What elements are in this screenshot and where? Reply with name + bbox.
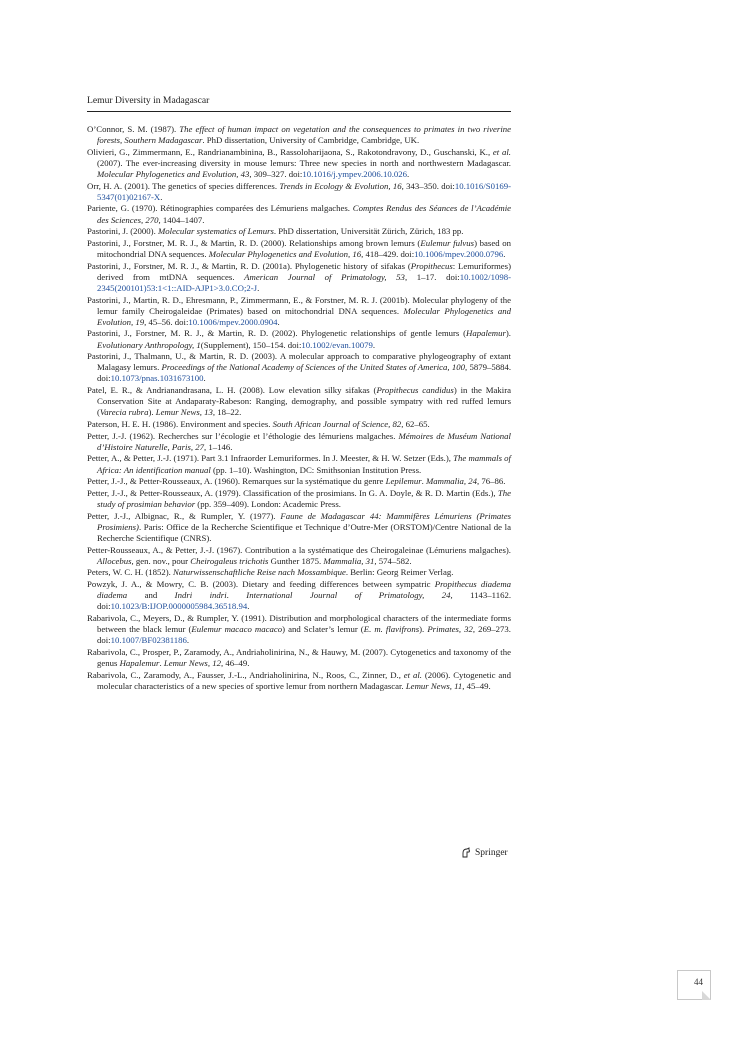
springer-horse-icon <box>460 847 472 859</box>
doi-link[interactable]: 10.1002/evan.10079 <box>301 339 373 350</box>
reference-entry <box>87 203 511 225</box>
reference-entry <box>87 328 511 350</box>
reference-text: , 1–17. doi: <box>404 271 460 282</box>
reference-entry <box>87 261 511 294</box>
reference-text: Pastorini, J., Forstner, M. R. J., & Martin, R. D. (2002). Phylogenetic relationships of gentle lemurs ( <box>87 328 467 339</box>
reference-text: Rabarivola, C., Meyers, D., & Rumpler, Y. (1991). Distribution and morphological characters of the intermediate forms between the black lemur ( <box>87 612 511 634</box>
reference-text: , 418–429. doi: <box>361 249 415 259</box>
reference-title: Hapalemur <box>119 657 160 668</box>
reference-text: Pastorini, J., Martin, R. D., Ehresmann, P., Zimmermann, E., & Forstner, M. R. J. (2001b). Molecular phylogeny of the lemur family Cheirogaleidae (Primates) based on mitochondrial DNA sequences. <box>87 294 511 316</box>
reference-entry <box>87 181 511 203</box>
reference-text: , 45–56. doi: <box>144 316 189 327</box>
reference-text: . Berlin: Georg Reimer Verlag. <box>345 567 454 578</box>
reference-title: Molecular Phylogenetics and Evolution, 19 <box>97 305 511 327</box>
reference-title: The effect of human impact on vegetation and the consequences to primates in two riverine forests, Southern Madagascar <box>97 124 512 146</box>
reference-text: : Lemuriformes) derived from mtDNA sequences. <box>97 260 511 282</box>
reference-text: , 343–350. doi: <box>401 180 455 191</box>
reference-title: International Journal of Primatology, 24 <box>246 590 451 601</box>
running-header: Lemur Diversity in Madagascar <box>87 95 210 106</box>
reference-title: Propithecus candidus <box>376 385 454 396</box>
reference-title: Trends in Ecology & Evolution, 16 <box>279 180 402 191</box>
publisher-name: Springer <box>475 848 508 858</box>
reference-title: Varecia rubra <box>99 407 149 418</box>
reference-text: , 5879–5884. doi: <box>97 362 512 384</box>
reference-text: . <box>407 168 410 179</box>
reference-text: . <box>203 373 206 384</box>
reference-title: Lemur News, 11 <box>405 680 463 691</box>
reference-text: , 309–327. doi: <box>249 168 303 179</box>
reference-text: Rabarivola, C., Prosper, P., Zaramody, A., Andriaholinirina, N., & Hauwy, M. (2007). Cytogenetics and taxonomy of the genus <box>87 646 511 668</box>
reference-title: The mammals of Africa: An identification manual <box>97 453 511 475</box>
reference-title: The study of prosimian behavior <box>97 487 511 509</box>
reference-list <box>87 124 511 692</box>
reference-text: Petter, J.-J. (1962). Recherches sur l’écologie et l’éthologie des lémuriens malgaches. <box>87 430 399 441</box>
reference-text: . <box>277 316 280 327</box>
reference-entry <box>87 419 511 430</box>
reference-entry <box>87 124 511 146</box>
reference-text: , 269–273. doi: <box>97 624 511 646</box>
reference-title: American Journal of Primatology, 53 <box>244 271 405 282</box>
reference-text: and <box>127 590 175 601</box>
reference-title: Mammalia, 31 <box>323 555 375 566</box>
reference-entry <box>87 226 511 237</box>
reference-text: ). <box>419 624 428 634</box>
reference-title: Propithecus diadema diadema <box>97 579 512 601</box>
reference-entry <box>87 670 511 692</box>
reference-text: Rabarivola, C., Zaramody, A., Fausser, J.-L., Andriaholinirina, N., Roos, C., Zinner, D., <box>87 669 404 680</box>
reference-text: Petter, J.-J., Albignac, R., & Rumpler, Y. (1977). <box>87 510 281 521</box>
publisher-logo <box>460 847 508 859</box>
reference-text: , 1404–1407. <box>158 214 205 225</box>
reference-title: Evolutionary Anthropology, 1 <box>97 339 201 350</box>
reference-entry <box>87 613 511 646</box>
reference-text: ) in the Makira Conservation Site at Andaparaty-Rabeson: Ranging, demography, and possible sympatry with red ruffed lemurs ( <box>97 385 511 418</box>
reference-title: Lemur News, 12 <box>163 657 221 668</box>
doi-link[interactable]: 10.1023/B:IJOP.0000005984.36518.94 <box>110 601 248 612</box>
reference-text: . <box>421 476 426 487</box>
reference-title: Mammalia, 24 <box>425 476 478 487</box>
reference-text: . <box>160 191 163 202</box>
reference-title: Lemur News, 13 <box>155 407 213 418</box>
reference-text: Petter-Rousseaux, A., & Petter, J.-J. (1967). Contribution a la systématique des Cheirogaleinae (Lémuriens malgaches). <box>87 544 511 555</box>
header-rule <box>87 111 511 112</box>
et-al: et al. <box>492 146 511 157</box>
reference-entry <box>87 238 511 260</box>
reference-entry <box>87 147 511 180</box>
reference-text: , gen. nov., pour <box>131 555 191 566</box>
page-number: 44 <box>694 977 703 987</box>
reference-title: South African Journal of Science, 82 <box>272 418 402 429</box>
doi-link[interactable]: 10.1006/mpev.2000.0904 <box>188 316 278 327</box>
reference-text: Gunther 1875. <box>268 555 324 566</box>
reference-entry <box>87 476 511 487</box>
reference-text: Petter, J.-J., & Petter-Rousseaux, A. (1960). Remarques sur la systématique du genre <box>87 476 386 487</box>
reference-text: , 45–49. <box>462 680 491 691</box>
reference-title: Eulemur macaco macaco <box>191 624 283 634</box>
reference-text: . <box>226 590 247 601</box>
reference-title: Allocebus <box>97 555 132 566</box>
reference-text: Pariente, G. (1970). Rétinographies comparées des Lémuriens malgaches. <box>87 203 353 214</box>
reference-text: (pp. 359–409). London: Academic Press. <box>195 499 341 509</box>
reference-title: Molecular Phylogenetics and Evolution, 16 <box>208 249 362 259</box>
reference-text: . <box>257 282 260 293</box>
reference-text: , 1143–1162. doi: <box>97 590 512 612</box>
reference-text: , 76–86. <box>477 476 506 487</box>
reference-text: , 46–49. <box>220 657 250 668</box>
reference-text: Patel, E. R., & Andrianandrasana, L. H. (2008). Low elevation silky sifakas ( <box>87 385 377 396</box>
reference-text: . <box>247 601 250 612</box>
reference-title: Faune de Madagascar 44: Mammifères Lémuriens (Primates Prosimiens) <box>97 510 511 532</box>
doi-link[interactable]: 10.1006/mpev.2000.0796 <box>414 249 504 259</box>
reference-text: ) and Sclater’s lemur ( <box>282 624 364 634</box>
reference-entry <box>87 351 511 384</box>
reference-text: Pastorini, J., Thalmann, U., & Martin, R. D. (2003). A molecular approach to comparative phylogeography of extant Malagasy lemurs. <box>87 351 511 373</box>
reference-text: ). <box>505 328 511 339</box>
reference-entry <box>87 385 511 418</box>
et-al: et al. <box>403 669 422 680</box>
reference-entry <box>87 488 511 510</box>
reference-entry <box>87 579 511 612</box>
reference-text: , 574–582. <box>374 555 412 566</box>
reference-text: . <box>503 249 506 259</box>
page-number-box <box>677 970 711 1000</box>
reference-text: , 1–146. <box>204 441 233 452</box>
reference-entry <box>87 453 511 475</box>
reference-text: (pp. 1–10). Washington, DC: Smithsonian Institution Press. <box>210 464 422 475</box>
reference-text: Orr, H. A. (2001). The genetics of species differences. <box>87 180 280 191</box>
reference-entry <box>87 511 511 544</box>
reference-text: Petter, A., & Petter, J.-J. (1971). Part 3.1 Infraorder Lemuriformes. In J. Meester, & H. W. Setzer (Eds.), <box>87 453 454 464</box>
reference-text: . Paris: Office de la Recherche Scientifique et Technique d’Outre-Mer (ORSTOM)/Centre National de la Recherche Scientifique (CNRS). <box>97 521 511 543</box>
reference-title: Naturwissenschaftliche Reise nach Mossambique <box>173 567 346 578</box>
reference-title: Primates, 32 <box>427 624 473 634</box>
doi-link[interactable]: 10.1073/pnas.1031673100 <box>110 373 204 384</box>
reference-text: , 62–65. <box>401 418 430 429</box>
reference-entry <box>87 431 511 453</box>
reference-title: Comptes Rendus des Séances de l’Académie des Sciences, 270 <box>97 203 512 225</box>
reference-text: . <box>159 657 164 668</box>
reference-title: Indri indri <box>174 590 227 601</box>
reference-title: Molecular Phylogenetics and Evolution, 43 <box>97 168 250 179</box>
reference-title: Mémoires de Muséum National d’Histoire Naturelle, Paris, 27 <box>97 430 511 452</box>
reference-text: . <box>186 635 190 646</box>
reference-title: Hapalemur <box>466 328 506 339</box>
reference-entry <box>87 567 511 578</box>
reference-text: , 18–22. <box>212 407 242 418</box>
reference-text: (2006). Cytogenetic and molecular characteristics of a new species of sportive lemur from northern Madagascar. <box>97 669 511 691</box>
reference-text: Powzyk, J. A., & Mowry, C. B. (2003). Dietary and feeding differences between sympatric <box>87 579 435 590</box>
doi-link[interactable]: 10.1016/S0169-5347(01)02167-X <box>97 180 511 202</box>
reference-title: Cheirogaleus trichotis <box>190 555 269 566</box>
reference-text: Pastorini, J. (2000). <box>87 226 158 237</box>
reference-title: Eulemur fulvus <box>420 237 475 248</box>
reference-entry <box>87 295 511 328</box>
reference-text: . PhD dissertation, University of Cambridge, Cambridge, UK. <box>202 135 420 146</box>
reference-text: . PhD dissertation, Universität Zürich, Zürich, 183 pp. <box>273 226 464 237</box>
reference-title: Lepilemur <box>385 476 422 487</box>
reference-title: Molecular systematics of Lemurs <box>157 226 274 237</box>
reference-title: Propithecus <box>410 260 453 271</box>
reference-text: ). <box>148 407 156 418</box>
reference-text: Paterson, H. E. H. (1986). Environment and species. <box>87 418 273 429</box>
reference-text: Pastorini, J., Forstner, M. R. J., & Martin, R. D. (2000). Relationships among brown lemurs ( <box>87 237 421 248</box>
reference-text: (2007). The ever-increasing diversity in mouse lemurs: Three new species in north and northwestern Madagascar. <box>97 157 511 168</box>
reference-title: Proceedings of the National Academy of Sciences of the United States of America, 100 <box>161 362 465 373</box>
doi-link[interactable]: 10.1007/BF02381186 <box>110 635 187 646</box>
doi-link[interactable]: 10.1016/j.ympev.2006.10.026 <box>302 168 408 179</box>
reference-text: . <box>372 339 376 350</box>
reference-entry <box>87 647 511 669</box>
reference-text: Pastorini, J., Forstner, M. R. J., & Martin, R. D. (2001a). Phylogenetic history of sifakas ( <box>87 260 411 271</box>
reference-text: Petter, J.-J., & Petter-Rousseaux, A. (1979). Classification of the prosimians. In G. A. Doyle, & R. D. Martin (Eds.), <box>87 487 498 498</box>
reference-text: Olivieri, G., Zimmermann, E., Randrianambinina, B., Rassoloharijaona, S., Rakotondravony, D., Guschanski, K., <box>87 146 493 157</box>
reference-title: E. m. flavifrons <box>363 624 420 634</box>
page-corner-fold <box>702 991 711 1000</box>
reference-text: O’Connor, S. M. (1987). <box>87 124 180 134</box>
doi-link[interactable]: 10.1002/1098-2345(200101)53:1<1::AID-AJP1>3.0.CO;2-J <box>97 271 511 293</box>
reference-entry <box>87 545 511 567</box>
reference-text: (Supplement), 150–154. doi: <box>200 339 302 350</box>
reference-text: Peters, W. C. H. (1852). <box>87 567 174 578</box>
reference-text: ) based on mitochondrial DNA sequences. <box>97 237 511 259</box>
